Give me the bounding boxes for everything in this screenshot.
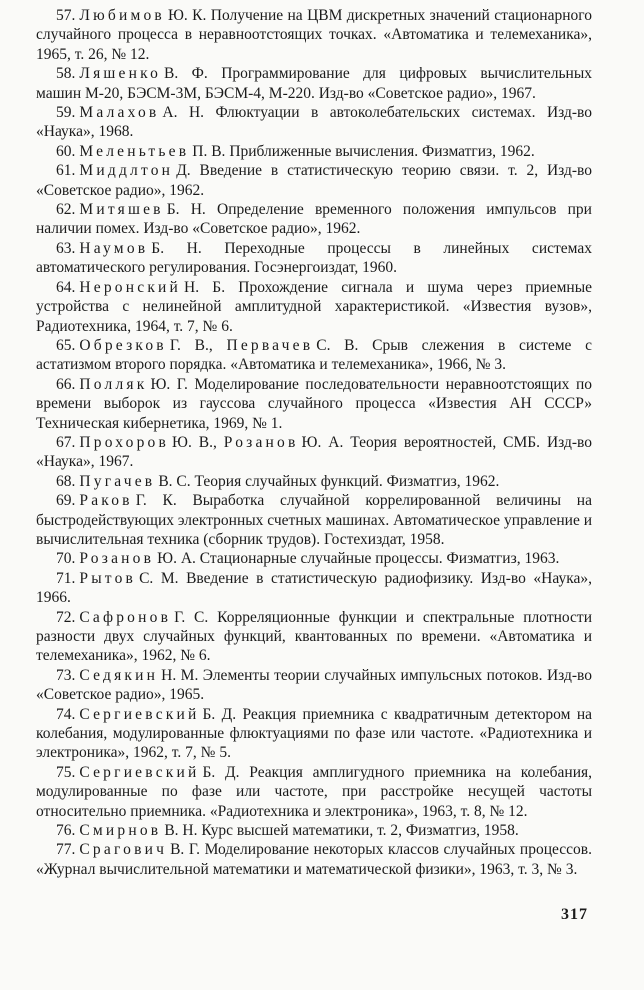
reference-initials: Ю. Г. bbox=[150, 375, 188, 393]
reference-initials: В. Г. bbox=[170, 841, 200, 859]
reference-entry bbox=[36, 821, 592, 840]
reference-initials: П. В. bbox=[192, 142, 226, 160]
reference-initials: Ю. В., bbox=[172, 433, 217, 451]
reference-initials: Б. Н. bbox=[166, 201, 206, 219]
reference-text: Элементы теории случайных импульсных потоков. Изд-во «Советское радио», 1965. bbox=[36, 666, 592, 704]
reference-initials: Г. В., bbox=[169, 336, 213, 354]
reference-entry bbox=[36, 840, 592, 879]
reference-entry bbox=[36, 278, 592, 336]
reference-author: Малахов bbox=[79, 104, 160, 122]
reference-initials: В. Ф. bbox=[164, 65, 208, 83]
reference-initials: Б. Д. bbox=[202, 705, 237, 723]
reference-text: Реакция приемника с квадратичным детектором на колебания, модулированные флюктуациями по фазе или частоте. «Радиотехника и электроника», 1962, т. 7, № 5. bbox=[36, 705, 593, 762]
reference-author: Прохоров bbox=[79, 433, 170, 451]
reference-author: Митяшев bbox=[79, 201, 164, 219]
reference-text: Программирование для цифровых вычислительных машин М-20, БЭСМ-3М, БЭСМ-4, М-220. Изд-во «Советское радио», 1967. bbox=[36, 65, 593, 102]
reference-number: 65. bbox=[56, 336, 76, 354]
reference-text: Теория случайных функций. Физматгиз, 1962. bbox=[194, 472, 500, 490]
reference-text: Прохождение сигнала и шума через приемные устройства с нелинейной амплитудной характеристикой. «Известия вузов», Радиотехника, 1964, т. 7, № 6. bbox=[36, 278, 592, 335]
reference-text: Теория вероятностей, СМБ. Изд-во «Наука», 1967. bbox=[36, 433, 592, 471]
reference-entry bbox=[36, 142, 592, 161]
reference-text: Определение временного положения импульсов при наличии помех. Изд-во «Советское радио», 1962. bbox=[36, 201, 592, 238]
reference-text: Моделирование некоторых классов случайных процессов. «Журнал вычислительной математики и математической физики», 1963, т. 3, № 3. bbox=[36, 841, 592, 878]
reference-number: 67. bbox=[56, 433, 76, 451]
reference-text: Введение в статистическую теорию связи. т. 2, Изд-во «Советское радио», 1962. bbox=[36, 162, 592, 199]
reference-entry bbox=[36, 705, 592, 763]
reference-entry bbox=[36, 491, 592, 549]
reference-initials: В. Н. bbox=[164, 822, 198, 840]
reference-initials: Ю. К. bbox=[167, 7, 207, 24]
reference-author: Седякин bbox=[79, 666, 159, 684]
reference-number: 75. bbox=[56, 763, 76, 781]
reference-author: Первачев bbox=[226, 336, 314, 354]
reference-text: Флюктуации в автоколебательских системах. Изд-во «Наука», 1968. bbox=[36, 104, 593, 141]
reference-number: 61. bbox=[56, 162, 76, 180]
reference-entry bbox=[36, 608, 592, 666]
reference-text: Реакция амплигудного приемника на колебания, модулированные по фазе или частоте, при расстройке несущей частоты относительно приемника. «Радиотехника и электроника», 1963, т. 8, № 12. bbox=[36, 763, 592, 820]
reference-initials: Ю. А. bbox=[157, 550, 196, 568]
reference-number: 63. bbox=[56, 239, 76, 257]
reference-author: Неронский bbox=[79, 278, 182, 296]
reference-author: Сергиевский bbox=[79, 705, 200, 723]
reference-number: 66. bbox=[56, 375, 76, 393]
reference-author: Розанов bbox=[79, 550, 155, 568]
reference-number: 59. bbox=[56, 104, 76, 122]
reference-entry bbox=[36, 666, 592, 705]
reference-number: 71. bbox=[56, 569, 76, 587]
reference-text: Получение на ЦВМ дискретных значений стационарного случайного процесса в неравноотстоящих точках. «Автоматика и телемеханика», 1965, т. 26, № 12. bbox=[36, 7, 592, 63]
reference-initials: С. М. bbox=[139, 569, 179, 587]
reference-number: 72. bbox=[56, 608, 76, 626]
reference-entry bbox=[36, 763, 592, 821]
reference-number: 74. bbox=[56, 705, 76, 723]
reference-text: Стационарные случайные процессы. Физматгиз, 1963. bbox=[199, 550, 560, 568]
reference-entry bbox=[36, 6, 592, 64]
reference-entry bbox=[36, 375, 592, 433]
reference-entry bbox=[36, 433, 592, 472]
reference-text: Введение в статистическую радиофизику. Изд-во «Наука», 1966. bbox=[36, 569, 593, 607]
reference-author: Ляшенко bbox=[79, 65, 162, 83]
reference-initials: Г. К. bbox=[135, 492, 177, 510]
reference-author: Пугачев bbox=[79, 472, 156, 490]
reference-initials: Н. Б. bbox=[184, 278, 226, 296]
reference-author: Любимов bbox=[79, 7, 165, 24]
reference-text: Выработка случайной коррелированной величины на быстродействующих электронных счетных машинах. Автоматическое управление и вычислительная техника (сборник трудов). Гостехиздат, 1958. bbox=[36, 492, 592, 548]
reference-entry bbox=[36, 161, 592, 200]
reference-text: Курс высшей математики, т. 2, Физматгиз, 1958. bbox=[201, 822, 519, 840]
reference-number: 68. bbox=[56, 472, 76, 490]
reference-author: Розанов bbox=[223, 433, 299, 451]
reference-author: Меленьтьев bbox=[79, 142, 190, 160]
reference-number: 64. bbox=[56, 278, 76, 296]
reference-author: Наумов bbox=[79, 239, 149, 257]
reference-entry bbox=[36, 200, 592, 239]
reference-number: 62. bbox=[56, 201, 76, 219]
reference-text: Срыв слежения в системе с астатизмом второго порядка. «Автоматика и телемеханика», 1966, № 3. bbox=[36, 336, 592, 374]
reference-author: Полляк bbox=[79, 375, 148, 393]
reference-initials: Н. М. bbox=[161, 666, 199, 684]
reference-number: 69. bbox=[56, 492, 76, 510]
reference-text: Переходные процессы в линейных системах автоматического регулирования. Госэнергоиздат, 1960. bbox=[36, 239, 592, 277]
reference-number: 77. bbox=[56, 841, 76, 859]
reference-number: 70. bbox=[56, 550, 76, 568]
reference-author: Сергиевский bbox=[79, 763, 200, 781]
reference-number: 57. bbox=[56, 7, 76, 24]
reference-author: Рытов bbox=[79, 569, 137, 587]
reference-initials: Б. Д. bbox=[202, 763, 240, 781]
reference-number: 60. bbox=[56, 142, 76, 160]
reference-initials: Д. bbox=[176, 162, 191, 180]
reference-author: Смирнов bbox=[79, 822, 162, 840]
reference-entry bbox=[36, 472, 592, 491]
reference-author: Срагович bbox=[79, 841, 168, 859]
reference-author: Раков bbox=[79, 492, 133, 510]
reference-entry bbox=[36, 239, 592, 278]
reference-entry bbox=[36, 64, 592, 103]
reference-author: Сафронов bbox=[79, 608, 172, 626]
reference-list bbox=[36, 6, 592, 879]
reference-text: Корреляционные функции и спектральные плотности разности двух случайных функций, квантованных по времени. «Автоматика и телемеханика», 1962, № 6. bbox=[36, 608, 592, 665]
reference-entry bbox=[36, 103, 592, 142]
page-number: 317 bbox=[561, 906, 588, 923]
reference-number: 73. bbox=[56, 666, 76, 684]
reference-initials: С. В. bbox=[316, 336, 359, 354]
reference-entry bbox=[36, 336, 592, 375]
reference-initials: В. С. bbox=[158, 472, 191, 490]
reference-initials: Б. Н. bbox=[151, 239, 202, 257]
reference-author: Миддлтон bbox=[79, 162, 174, 180]
reference-author: Обрезков bbox=[79, 336, 167, 354]
reference-text: Моделирование последовательности неравноотстоящих по времени выборок из гауссова случайного процесса «Известия АН СССР» Техническая кибернетика, 1969, № 1. bbox=[36, 375, 592, 432]
reference-entry bbox=[36, 549, 592, 568]
reference-entry bbox=[36, 569, 592, 608]
reference-text: Приближенные вычисления. Физматгиз, 1962. bbox=[229, 142, 535, 160]
reference-initials: Г. С. bbox=[174, 608, 209, 626]
reference-initials: А. Н. bbox=[162, 104, 205, 122]
reference-number: 58. bbox=[56, 65, 76, 83]
reference-initials: Ю. А. bbox=[301, 433, 344, 451]
reference-number: 76. bbox=[56, 822, 76, 840]
